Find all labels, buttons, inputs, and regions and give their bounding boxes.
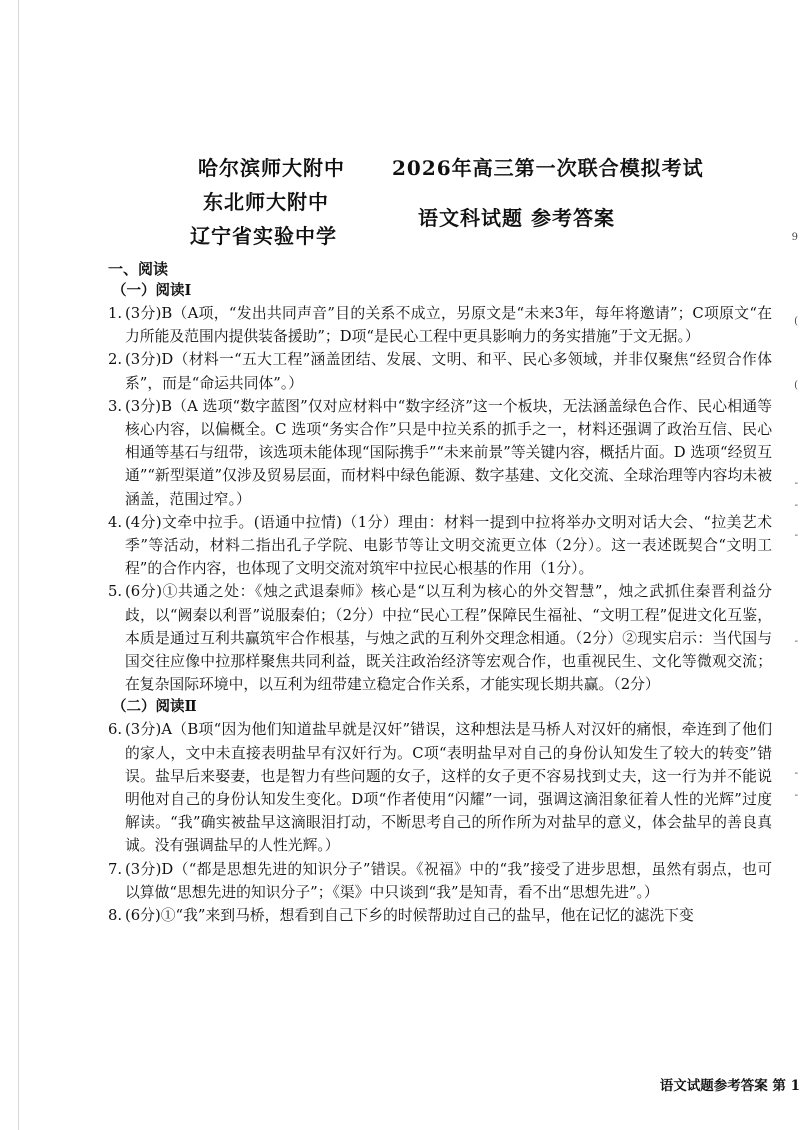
question-6 [108,718,772,857]
answer-text: (6分)①共通之处：《烛之武退秦师》核心是“以互利为核心的外交智慧”，烛之武抓住秦晋利益分歧，以“阙秦以利晋”说服秦伯；（2分）中拉“民心工程”保障民生福祉、“文明工程”促进文化互鉴，本质是通过互利共赢筑牢合作根基，与烛之武的互利外交理念相通。（2分）②现实启示：当代国与国交往应像中拉那样聚焦共同利益，既关注政治经济等宏观合作，也重视民生、文化等微观交流；在复杂国际环境中，以互利为纽带建立稳定合作关系，才能实现长期共赢。（2分） [125,583,772,694]
margin-mark: ( [794,380,798,391]
question-7 [108,858,772,904]
school-name-harbin: 哈尔滨师大附中 [198,156,345,180]
question-3 [108,395,772,511]
part2-title: （二）阅读Ⅱ [112,698,197,716]
question-2 [108,348,772,394]
margin-mark: - [794,500,798,511]
answer-text: (4分)文牵中拉手。(语通中拉情)（1分）理由：材料一提到中拉将举办文明对话大会、“拉美艺术季”等活动，材料二指出孔子学院、电影节等让文明交流更立体（2分）。这一表述既契合“文明工程”的合作内容，也体现了文明交流对筑牢中拉民心根基的作用（1分）。 [125,513,772,578]
school-name-dongbei: 东北师大附中 [203,190,329,214]
exam-header [0,148,800,258]
question-number: 5. [108,583,123,601]
right-margin-marks [788,0,800,1130]
question-4 [108,511,772,581]
exam-subtitle: 语文科试题 参考答案 [418,206,615,230]
answer-text: (3分)D（“都是思想先进的知识分子”错误。《祝福》中的“我”接受了进步思想，虽然有弱点，也可以算做“思想先进的知识分子”；《渠》中只谈到“我”是知青，看不出“思想先进”。） [125,860,772,901]
school-name-liaoning: 辽宁省实验中学 [190,224,337,248]
margin-mark: - [794,636,798,647]
answer-text: (3分)D（材料一“五大工程”涵盖团结、发展、文明、和平、民心多领域，并非仅聚焦“经贸合作体系”，而是“命运共同体”。） [125,351,772,392]
answer-text: (6分)①“我”来到马桥，想看到自己下乡的时候帮助过自己的盐早，他在记忆的滤洗下变 [125,907,694,925]
question-8 [108,904,772,927]
answer-content [108,258,772,927]
question-number: 2. [108,351,123,369]
margin-mark: - [794,478,798,489]
question-number: 6. [108,721,123,739]
question-number: 7. [108,860,123,878]
margin-mark: 9 [791,232,798,243]
question-number: 1. [108,305,123,322]
margin-mark: - [794,530,798,541]
question-1 [108,302,772,348]
margin-mark: ( [794,316,798,327]
answer-text: (3分)B（A 选项“数字蓝图”仅对应材料中“数字经济”这一个板块，无法涵盖绿色合作、民心相通等核心内容，以偏概全。C 选项“务实合作”只是中拉关系的抓手之一，材料还强调了政治互信、民心相通等基石与纽带，该选项未能体现“国际携手”“未来前景”等关键内容，概括片面。D 选项“经贸互通”“新型渠道”仅涉及贸易层面，而材料中绿色能源、数字基建、文化交流、全球治理等内容均未被涵盖，范围过窄。） [125,397,772,508]
question-number: 8. [108,907,123,925]
exam-title: 2026年高三第一次联合模拟考试 [392,156,704,180]
section-title: 一、阅读 [108,260,169,278]
question-number: 3. [108,397,123,415]
page-footer: 语文试题参考答案 第 1 [659,1078,800,1094]
question-number: 4. [108,513,123,531]
answer-text: (3分)A（B项“因为他们知道盐早就是汉奸”错误，这种想法是马桥人对汉奸的痛恨，牵连到了他们的家人，文中未直接表明盐早有汉奸行为。C项“表明盐早对自己的身份认知发生了较大的转变”错误。盐早后来娶妻，也是智力有些问题的女子，这样的女子更不容易找到丈夫，这一行为并不能说明他对自己的身份认知发生变化。D项“作者使用“闪耀”一词，强调这滴泪象征着人性的光辉”过度解读。“我”确实被盐早这滴眼泪打动，不断思考自己的所作所为对盐早的意义，体会盐早的善良真诚。没有强调盐早的人性光辉。） [125,721,772,855]
question-5 [108,580,772,696]
margin-mark: - [794,790,798,801]
answer-text: (3分)B（A项，“发出共同声音”目的关系不成立，另原文是“未来3年，每年将邀请”；C项原文“在力所能及范围内提供装备援助”；D项“是民心工程中更具影响力的务实措施”于文无据。） [125,305,772,346]
part1-title: （一）阅读Ⅰ [112,282,192,299]
margin-mark: - [794,768,798,779]
